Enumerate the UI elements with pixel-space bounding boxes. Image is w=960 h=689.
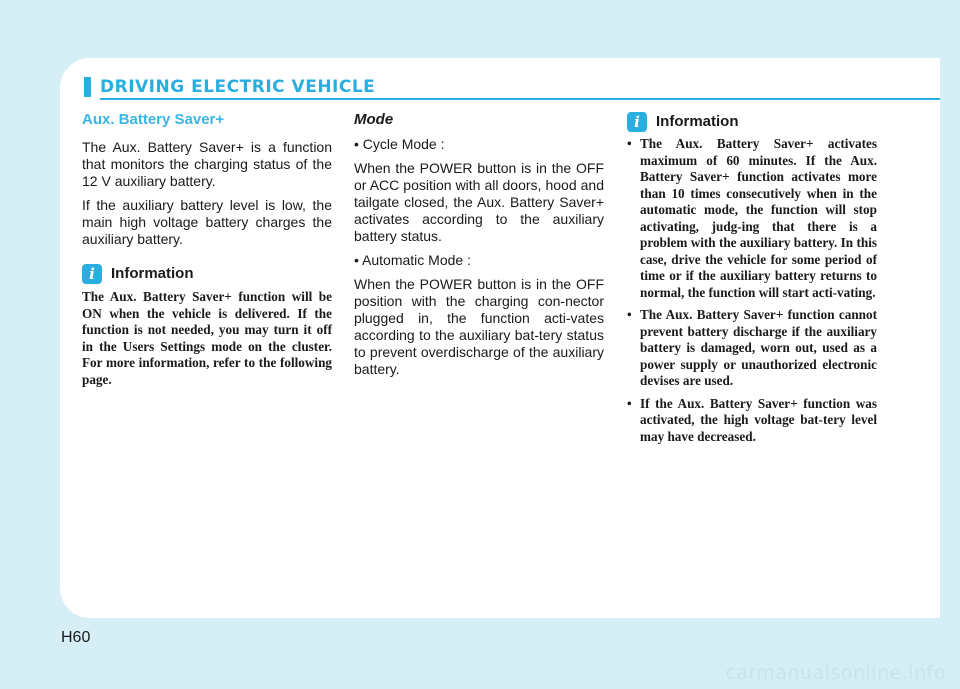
list-item: • If the Aux. Battery Saver+ function was activated, the high voltage bat-tery level may have decreased. [627,396,877,446]
intro-paragraph: The Aux. Battery Saver+ is a function that monitors the charging status of the 12 V auxiliary battery. [82,139,332,189]
information-heading [82,264,332,284]
column-middle [354,111,604,385]
watermark: carmanualsonline.info [725,662,946,684]
cycle-mode-text: When the POWER button is in the OFF or ACC position with all doors, hood and tailgate closed, the Aux. Battery Saver+ activates according to the auxiliary battery status. [354,160,604,244]
information-label: Information [656,113,739,130]
aux-battery-saver-title: Aux. Battery Saver+ [82,111,225,128]
information-icon: i [627,112,647,132]
mode-title: Mode [354,111,394,128]
section-header-title: DRIVING ELECTRIC VEHICLE [100,77,376,97]
automatic-mode-label: • Automatic Mode : [354,252,471,268]
information-list [627,136,877,445]
automatic-mode-text: When the POWER button is in the OFF position with the charging con-nector plugged in, the function acti-vates according to the auxiliary bat-tery status to prevent overdischarge of the auxiliary battery. [354,276,604,377]
list-item: • The Aux. Battery Saver+ function cannot prevent battery discharge if the auxiliary battery is damaged, worn out, used as a power supply or unauthorized electronic devises are used. [627,307,877,390]
low-level-paragraph: If the auxiliary battery level is low, the main high voltage battery charges the auxiliary battery. [82,197,332,247]
information-note: The Aux. Battery Saver+ function will be ON when the vehicle is delivered. If the function is not needed, you may turn it off in the Users Settings mode on the cluster. For more information, refer to the following page. [82,289,332,387]
cycle-mode-label: • Cycle Mode : [354,136,445,152]
header-rule [100,98,940,100]
column-left [82,111,332,388]
column-right [627,111,877,451]
header-accent-bar [84,77,91,97]
list-item: • The Aux. Battery Saver+ activates maximum of 60 minutes. If the Aux. Battery Saver+ function activates more than 10 times consecutively when in the automatic mode, the function will stop activating, judg-ing that there is a problem with the auxiliary battery. In this case, drive the vehicle for some period of time or if the auxiliary battery returns to normal, the function will start acti-vating. [627,136,877,301]
page-number: H60 [61,629,91,646]
information-heading [627,112,877,132]
information-label: Information [111,265,194,282]
information-icon: i [82,264,102,284]
